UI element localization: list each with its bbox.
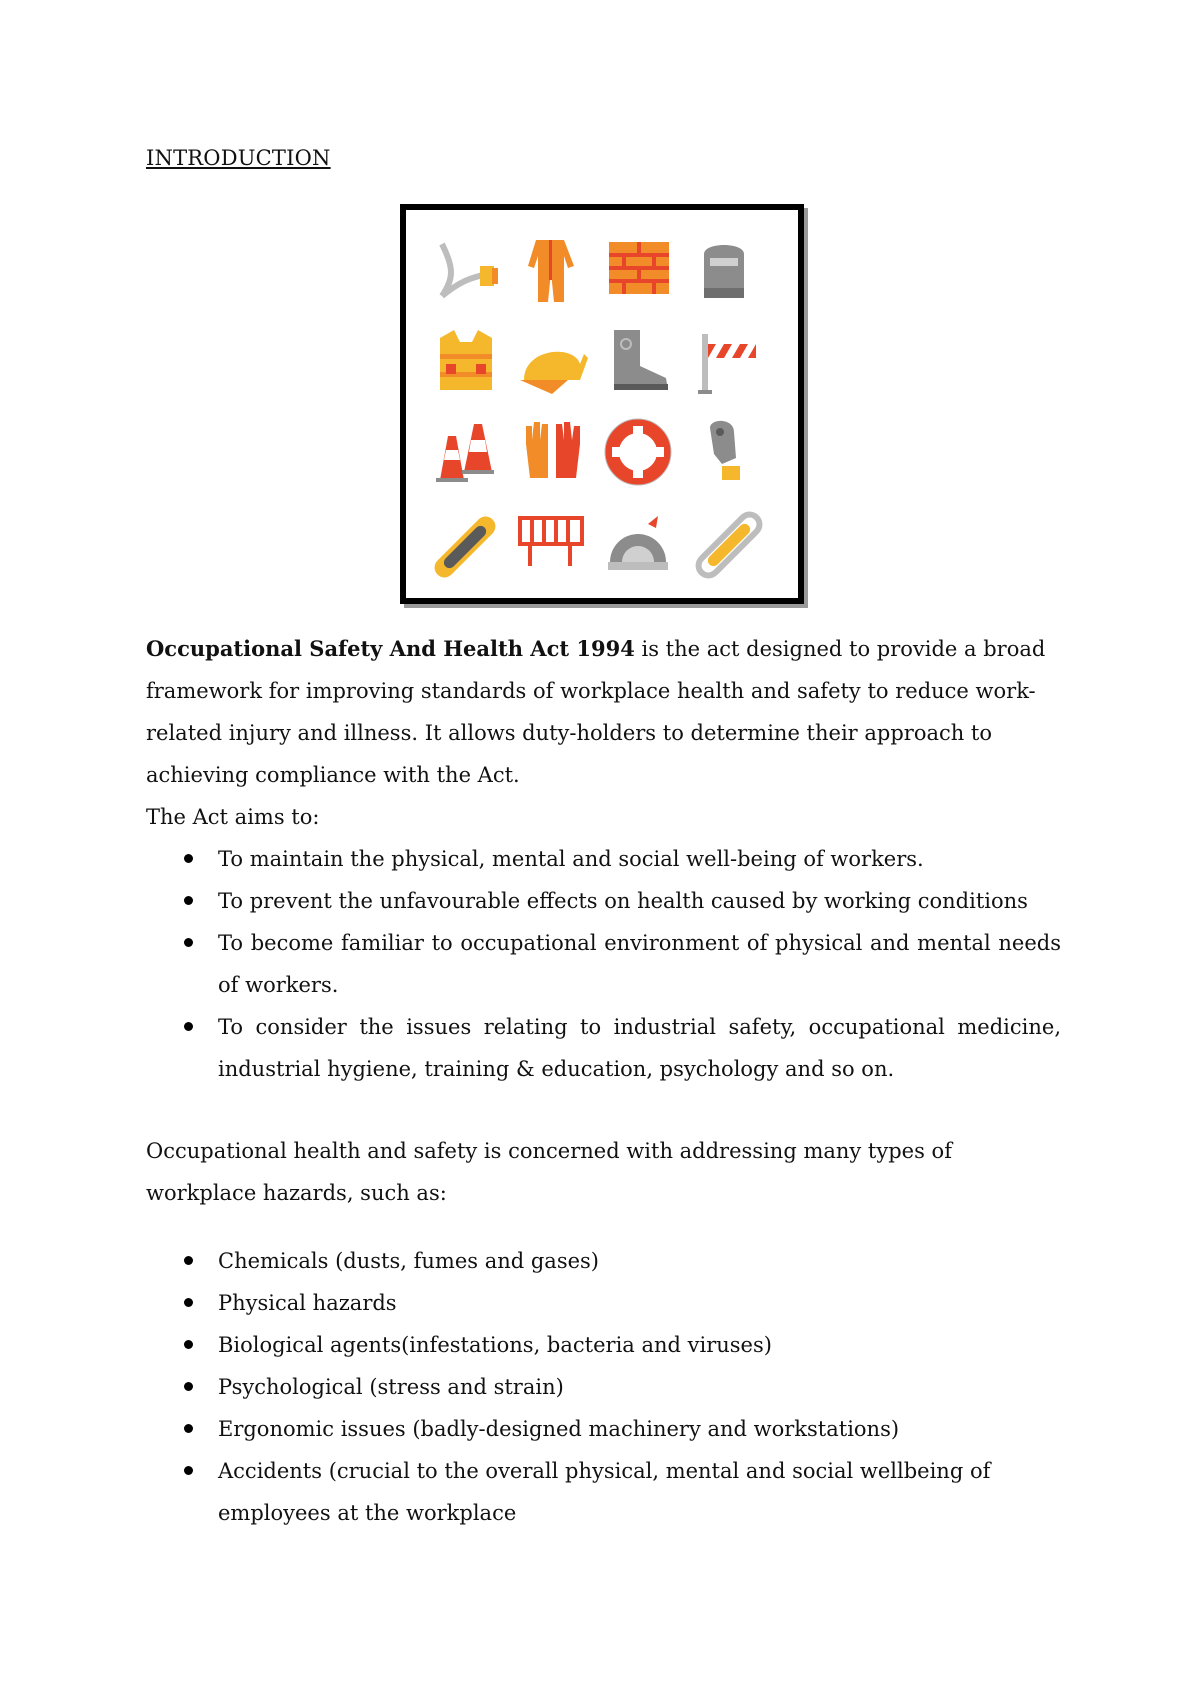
aims-list: [146, 838, 1061, 1090]
barrier-gate-icon: [698, 334, 756, 394]
welding-shield-icon: [704, 245, 744, 298]
document-page: [146, 144, 1061, 1534]
safety-icons-grid: [406, 210, 798, 598]
aims-label: The Act aims to:: [146, 805, 320, 829]
safety-vest-icon: [440, 330, 492, 390]
safety-boot-icon: [614, 330, 668, 390]
hazards-intro: Occupational health and safety is concerned with addressing many types of workplace hazards, such as:: [146, 1139, 952, 1205]
safety-goggles-icon: [435, 517, 496, 578]
work-gloves-icon: [526, 422, 580, 478]
list-item: To prevent the unfavourable effects on health caused by working conditions: [146, 880, 1061, 922]
list-item: To become familiar to occupational environment of physical and mental needs of workers.: [146, 922, 1061, 1006]
list-item: Physical hazards: [146, 1282, 1061, 1324]
circular-saw-icon: [608, 516, 668, 570]
intro-paragraph: [146, 628, 1061, 796]
safety-glasses-icon: [699, 515, 760, 576]
coverall-icon: [528, 240, 574, 302]
road-barrier-icon: [520, 518, 582, 566]
traffic-cones-icon: [436, 424, 494, 482]
brick-wall-icon: [609, 242, 669, 294]
intro-text: is the act designed to provide a broad framework for improving standards of workplace health and safety to reduce work-related injury and illness. It allows duty-holders to determine their approach to achieving compliance with the Act.: [146, 637, 1046, 787]
page-title: INTRODUCTION: [146, 146, 331, 170]
act-name: Occupational Safety And Health Act 1994: [146, 636, 635, 661]
respirator-icon: [710, 421, 740, 480]
hard-hat-icon: [520, 352, 588, 394]
hazards-list: [146, 1240, 1061, 1534]
list-item: To consider the issues relating to industrial safety, occupational medicine, industrial hygiene, training & education, psychology and so on.: [146, 1006, 1061, 1090]
list-item: Accidents (crucial to the overall physical, mental and social wellbeing of employees at the workplace: [146, 1450, 1061, 1534]
list-item: Chemicals (dusts, fumes and gases): [146, 1240, 1061, 1282]
list-item: Biological agents(infestations, bacteria and viruses): [146, 1324, 1061, 1366]
safety-icons-figure: [400, 204, 804, 604]
list-item: To maintain the physical, mental and social well-being of workers.: [146, 838, 1061, 880]
ear-defender-icon: [442, 244, 498, 296]
list-item: Ergonomic issues (badly-designed machinery and workstations): [146, 1408, 1061, 1450]
life-buoy-icon: [605, 419, 671, 485]
list-item: Psychological (stress and strain): [146, 1366, 1061, 1408]
